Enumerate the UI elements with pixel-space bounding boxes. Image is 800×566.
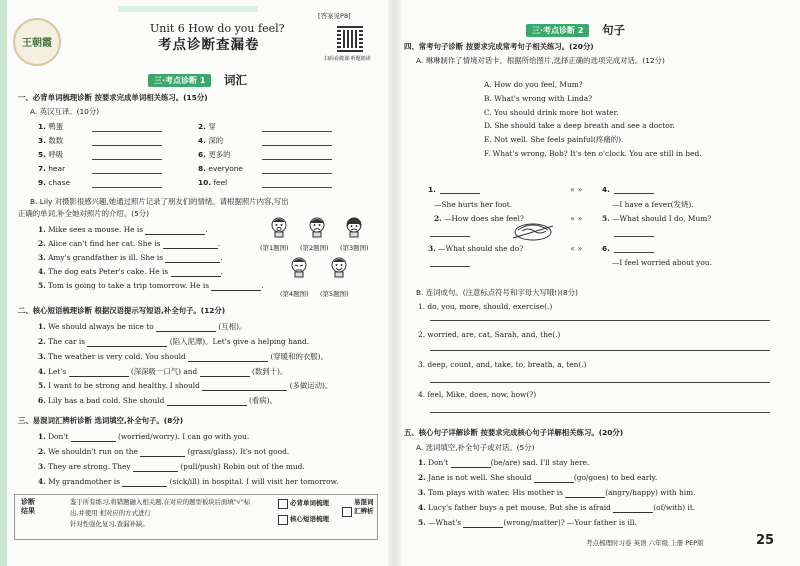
dialog-5-line: 5. —What should I do, Mum?	[602, 214, 712, 223]
check-confusable[interactable]	[342, 507, 352, 517]
part2-item-2: 2. The car is (陷入泥潭)。Let's give a helping hand.	[38, 337, 310, 346]
face-icon	[330, 256, 348, 278]
dialog-1-no: 1.	[428, 185, 436, 194]
c-item-3: 3. Tom plays with water. His mother is (angry/happy) with him.	[418, 488, 696, 497]
option-a: A. How do you feel, Mum?	[484, 80, 583, 89]
c-item-2: 2. Jane is not well. She should (go/goes) to bed early.	[418, 473, 658, 482]
a-answer-4[interactable]	[262, 145, 332, 146]
a-item-8: 8. everyone	[198, 164, 243, 173]
dialog-2-line: 2. —How does she feel?	[434, 214, 524, 223]
b-intro-1: B. Lily 对摄影很感兴趣,她通过照片记录了朋友们的情绪。请根据照片内容,写出	[30, 197, 289, 206]
a-answer-3[interactable]	[92, 145, 162, 146]
a-answer-9[interactable]	[92, 187, 162, 188]
part3-item-1: 1. Don't (worried/worry). I can go with you.	[38, 432, 250, 441]
b-answer-1[interactable]	[430, 320, 770, 321]
bowl-icon	[508, 218, 558, 244]
part2-item-4: 4. Let's (深深吸一口气) and (数到十)。	[38, 367, 288, 376]
dialog-6-text: —I feel worried about you.	[612, 258, 712, 267]
dialog-4-answer[interactable]	[614, 193, 654, 194]
section1-title: 词汇	[224, 73, 247, 87]
a-item-2: 2. 穿	[198, 122, 216, 131]
part3-item-3: 3. They are strong. They (pull/push) Robin out of the mud.	[38, 462, 305, 471]
pic-caption-2: (第2题图)	[300, 244, 329, 252]
quote-marks-2: « »	[570, 214, 583, 223]
a-answer-7[interactable]	[92, 173, 162, 174]
a-answer-10[interactable]	[262, 187, 332, 188]
check-vocab-label: 必背单词梳理	[290, 499, 329, 507]
face-icon	[308, 216, 326, 238]
quote-marks-3: « »	[570, 244, 583, 253]
part4-title: 四、常考句子诊断 按要求完成常考句子相关练习。(20分)	[404, 42, 594, 51]
b-answer-2[interactable]	[430, 350, 770, 351]
a-answer-5[interactable]	[92, 159, 162, 160]
right-page	[400, 0, 800, 566]
b-sentence-1: 1. do, you, more, should, exercise(.)	[418, 302, 553, 311]
part2-item-1: 1. We should always be nice to (互相)。	[38, 322, 247, 331]
section2-title: 句子	[602, 23, 625, 37]
pic-caption-1: (第1题图)	[260, 244, 289, 252]
a-item-5: 5. 呼吸	[38, 150, 64, 159]
a-item-10: 10. feel	[198, 178, 228, 187]
top-ribbon	[118, 6, 258, 12]
part5-a-title: A. 选词填空,补全句子或对话。(5分)	[416, 443, 535, 452]
c-item-1: 1. Don't (be/are) sad. I'll stay here.	[418, 458, 590, 467]
a-item-6: 6. 更多的	[198, 150, 231, 159]
diagnosis-badge: 诊断结果	[21, 498, 35, 515]
unit-title: Unit 6 How do you feel?	[150, 22, 285, 35]
section1-tag: 三·考点诊断 1	[148, 74, 211, 87]
a-answer-1[interactable]	[92, 131, 162, 132]
part3-item-4: 4. My grandmother is (sick/ill) in hospital. I will visit her tomorrow.	[38, 477, 339, 486]
diagnosis-text-1: 鉴于所有练习,将错题融入相关题,在对应的题型板块后面填"√"标	[70, 498, 251, 506]
dialog-3-line: 3. —What should she do?	[428, 244, 524, 253]
a-answer-2[interactable]	[262, 131, 332, 132]
part2-item-6: 6. Lily has a bad cold. She should (看病)。	[38, 396, 277, 405]
main-title: 考点诊断查漏卷	[158, 37, 260, 53]
pic-caption-3: (第3题图)	[340, 244, 369, 252]
option-e: E. Not well. She feels painful(疼痛的).	[484, 135, 624, 144]
dialog-6-answer[interactable]	[614, 252, 654, 253]
qr-code-icon[interactable]	[337, 26, 363, 52]
a-answer-8[interactable]	[262, 173, 332, 174]
diagnosis-text-2: 出,并使用 相对应的方式进行	[70, 509, 151, 517]
check-phrase-label: 核心短语梳理	[290, 515, 329, 523]
dialog-3-answer[interactable]	[430, 266, 470, 267]
quote-marks-1: « »	[570, 185, 583, 194]
a-item-4: 4. 深的	[198, 136, 224, 145]
a-answer-6[interactable]	[262, 159, 332, 160]
a-item-7: 7. hear	[38, 164, 66, 173]
dialog-1-answer[interactable]	[440, 193, 480, 194]
b-item-3: 3. Amy's grandfather is ill. She is .	[38, 253, 223, 262]
face-icon	[290, 256, 308, 278]
c-item-5: 5. —What's (wrong/matter)? —Your father is ill.	[418, 518, 637, 527]
section2-tag: 三·考点诊断 2	[526, 24, 589, 37]
face-icon	[345, 216, 363, 238]
b-intro-2: 正确的单词,补全她对照片的介绍。(5分)	[18, 209, 150, 218]
part3-title: 三、易混词汇辨析诊断 选词填空,补全句子。(8分)	[18, 416, 184, 425]
option-b: B. What's wrong with Linda?	[484, 94, 593, 103]
left-page	[0, 0, 390, 566]
part4-b-title: B. 连词成句。(注意标点符号和字母大写哦!)(8分)	[416, 288, 579, 297]
check-vocab[interactable]	[278, 499, 288, 509]
diagnosis-text-3: 针对性强化复习,查漏补缺。	[70, 520, 149, 528]
dialog-6-no: 6.	[602, 244, 610, 253]
dialog-4-no: 4.	[602, 185, 610, 194]
page-number: 25	[756, 533, 775, 548]
b-answer-4[interactable]	[430, 412, 770, 413]
part5-title: 五、核心句子详解诊断 按要求完成核心句子详解相关练习。(20分)	[404, 428, 624, 437]
b-sentence-3: 3. deep, count, and, take, to, breath, a, ten(.)	[418, 360, 587, 369]
part2-title: 二、核心短语梳理诊断 根据汉语提示写短语,补全句子。(12分)	[18, 306, 226, 315]
part1-a-title: A. 英汉互译。(10分)	[30, 107, 100, 116]
dialog-2-answer[interactable]	[430, 236, 470, 237]
a-item-1: 1. 鸭蛋	[38, 122, 64, 131]
part3-item-2: 2. We shouldn't run on the (grass/glass). It's not good.	[38, 447, 290, 456]
b-sentence-2: 2. worried, are, cat, Sarah, and, the(.)	[418, 330, 561, 339]
dialog-4-text: —I have a fever(发烧).	[612, 200, 694, 209]
b-item-4: 4. The dog eats Peter's cake. He is .	[38, 267, 223, 276]
b-sentence-4: 4. feel, Mike, does, now, how(?)	[418, 390, 537, 399]
pic-caption-4: (第4题图)	[280, 290, 309, 298]
part2-item-5: 5. I want to be strong and healthy. I should (多做运动)。	[38, 381, 333, 390]
b-item-2: 2. Alice can't find her cat. She is .	[38, 239, 221, 248]
face-icon	[270, 216, 288, 238]
b-item-1: 1. Mike sees a mouse. He is .	[38, 225, 208, 234]
answer-ref: [答案见P8]	[318, 12, 351, 20]
part1-title: 一、必背单词梳理诊断 按要求完成单词相关练习。(15分)	[18, 93, 208, 102]
logo-text: 王朝霞	[22, 38, 52, 49]
qr-caption: 扫码看微课·听题朗读	[324, 56, 371, 62]
c-item-4: 4. Lucy's father buys a pet mouse. But she is afraid (of/with) it.	[418, 503, 696, 512]
part4-a-title: A. 琳琳制作了情境对话卡。根据所给图片,选择正确的选项完成对话。(12分)	[416, 56, 665, 65]
dialog-5-answer[interactable]	[614, 236, 654, 237]
b-item-5: 5. Tom is going to take a trip tomorrow. He is .	[38, 281, 264, 290]
a-item-9: 9. chase	[38, 178, 70, 187]
check-phrase[interactable]	[278, 515, 288, 525]
page-footer: 考点梳理时习卷 英语 六年级 上册 PEP版	[586, 539, 704, 547]
option-f: F. What's wrong, Bob? It's ten o'clock. You are still in bed.	[484, 149, 702, 158]
option-d: D. She should take a deep breath and see a doctor.	[484, 121, 675, 130]
check-confusable-label: 易混词汇辨析	[354, 498, 374, 515]
dialog-1-text: —She hurts her foot.	[434, 200, 513, 209]
publisher-logo	[13, 18, 61, 66]
pic-caption-5: (第5题图)	[320, 290, 349, 298]
b-answer-3[interactable]	[430, 382, 770, 383]
option-c: C. You should drink more hot water.	[484, 108, 619, 117]
part2-item-3: 3. The weather is very cold. You should (穿暖和的衣服)。	[38, 352, 328, 361]
a-item-3: 3. 数数	[38, 136, 64, 145]
